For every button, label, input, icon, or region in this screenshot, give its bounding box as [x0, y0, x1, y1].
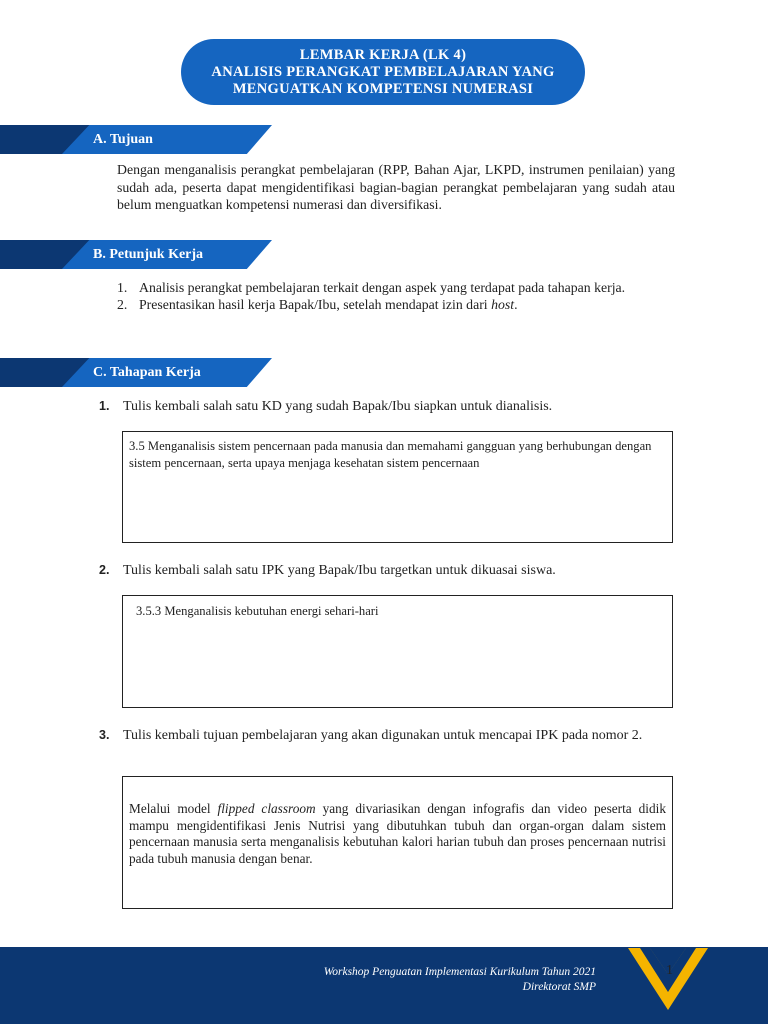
list-item-text-end: .	[514, 296, 518, 312]
answer-text: 3.5 Menganalisis sistem pencernaan pada manusia dan memahami gangguan yang berhubungan dengan sistem pencernaan, serta upaya menjaga kesehatan sistem pencernaan	[129, 439, 652, 470]
section-c-heading: C. Tahapan Kerja	[93, 365, 201, 380]
step-3	[99, 727, 659, 744]
footer-workshop: Workshop Penguatan Implementasi Kurikulum Tahun 2021	[323, 966, 596, 978]
instruction-list	[117, 280, 675, 313]
chevron-v-logo-icon	[628, 948, 708, 1014]
answer-text: 3.5.3 Menganalisis kebutuhan energi sehari-hari	[136, 604, 379, 618]
answer-text-italic: flipped classroom	[217, 801, 316, 816]
step-prompt: Tulis kembali tujuan pembelajaran yang akan digunakan untuk mencapai IPK pada nomor 2.	[123, 728, 643, 743]
answer-box-tujuan[interactable]	[122, 776, 673, 909]
step-prompt: Tulis kembali salah satu KD yang sudah Bapak/Ibu siapkan untuk dianalisis.	[123, 399, 553, 414]
section-a-header	[0, 125, 280, 154]
step-number: 3.	[99, 728, 110, 742]
footer-directorate: Direktorat SMP	[522, 981, 596, 993]
answer-box-ipk[interactable]	[122, 595, 673, 708]
answer-box-kd[interactable]	[122, 431, 673, 543]
step-prompt: Tulis kembali salah satu IPK yang Bapak/Ibu targetkan untuk dikuasai siswa.	[123, 563, 556, 578]
page-number: 1	[666, 963, 673, 978]
footer-text	[324, 965, 596, 995]
list-item	[117, 297, 675, 314]
title-line-1: LEMBAR KERJA (LK 4)	[299, 46, 467, 63]
list-item-text: Presentasikan hasil kerja Bapak/Ibu, setelah mendapat izin dari	[139, 296, 492, 312]
title-line-3: MENGUATKAN KOMPETENSI NUMERASI	[232, 80, 534, 97]
section-b-heading: B. Petunjuk Kerja	[93, 247, 204, 262]
step-number: 2.	[99, 563, 110, 577]
list-item-number: 1.	[117, 280, 128, 295]
step-2	[99, 562, 659, 579]
list-item	[117, 280, 675, 297]
section-a-heading: A. Tujuan	[93, 132, 153, 147]
section-a-text: Dengan menganalisis perangkat pembelajaran (RPP, Bahan Ajar, LKPD, instrumen penilaian) yang sudah ada, peserta dapat mengidentifikasi bagian-bagian perangkat pembelajaran yang sudah atau belum menguatkan kompetensi numerasi dan diversifikasi.	[117, 162, 675, 212]
list-item-number: 2.	[117, 296, 128, 312]
section-b-header	[0, 240, 280, 269]
title-line-2: ANALISIS PERANGKAT PEMBELAJARAN YANG	[211, 63, 555, 80]
section-c-header	[0, 358, 280, 387]
list-item-text-italic: host	[491, 296, 515, 312]
answer-text-end: yang divariasikan dengan infografis dan video peserta didik mampu mengidentifikasi Jenis Nutrisi yang dibutuhkan tubuh dan organ-organ dalam sistem pencernaan manusia serta menganalisis kebutuhan kalori harian tubuh dan proses pencernaan nutrisi pada tubuh manusia dengan benar.	[129, 801, 666, 866]
answer-text: Melalui model	[129, 801, 218, 816]
step-number: 1.	[99, 399, 110, 413]
list-item-text: Analisis perangkat pembelajaran terkait dengan aspek yang terdapat pada tahapan kerja.	[139, 280, 626, 295]
step-1	[99, 398, 659, 415]
page-title	[181, 39, 585, 105]
